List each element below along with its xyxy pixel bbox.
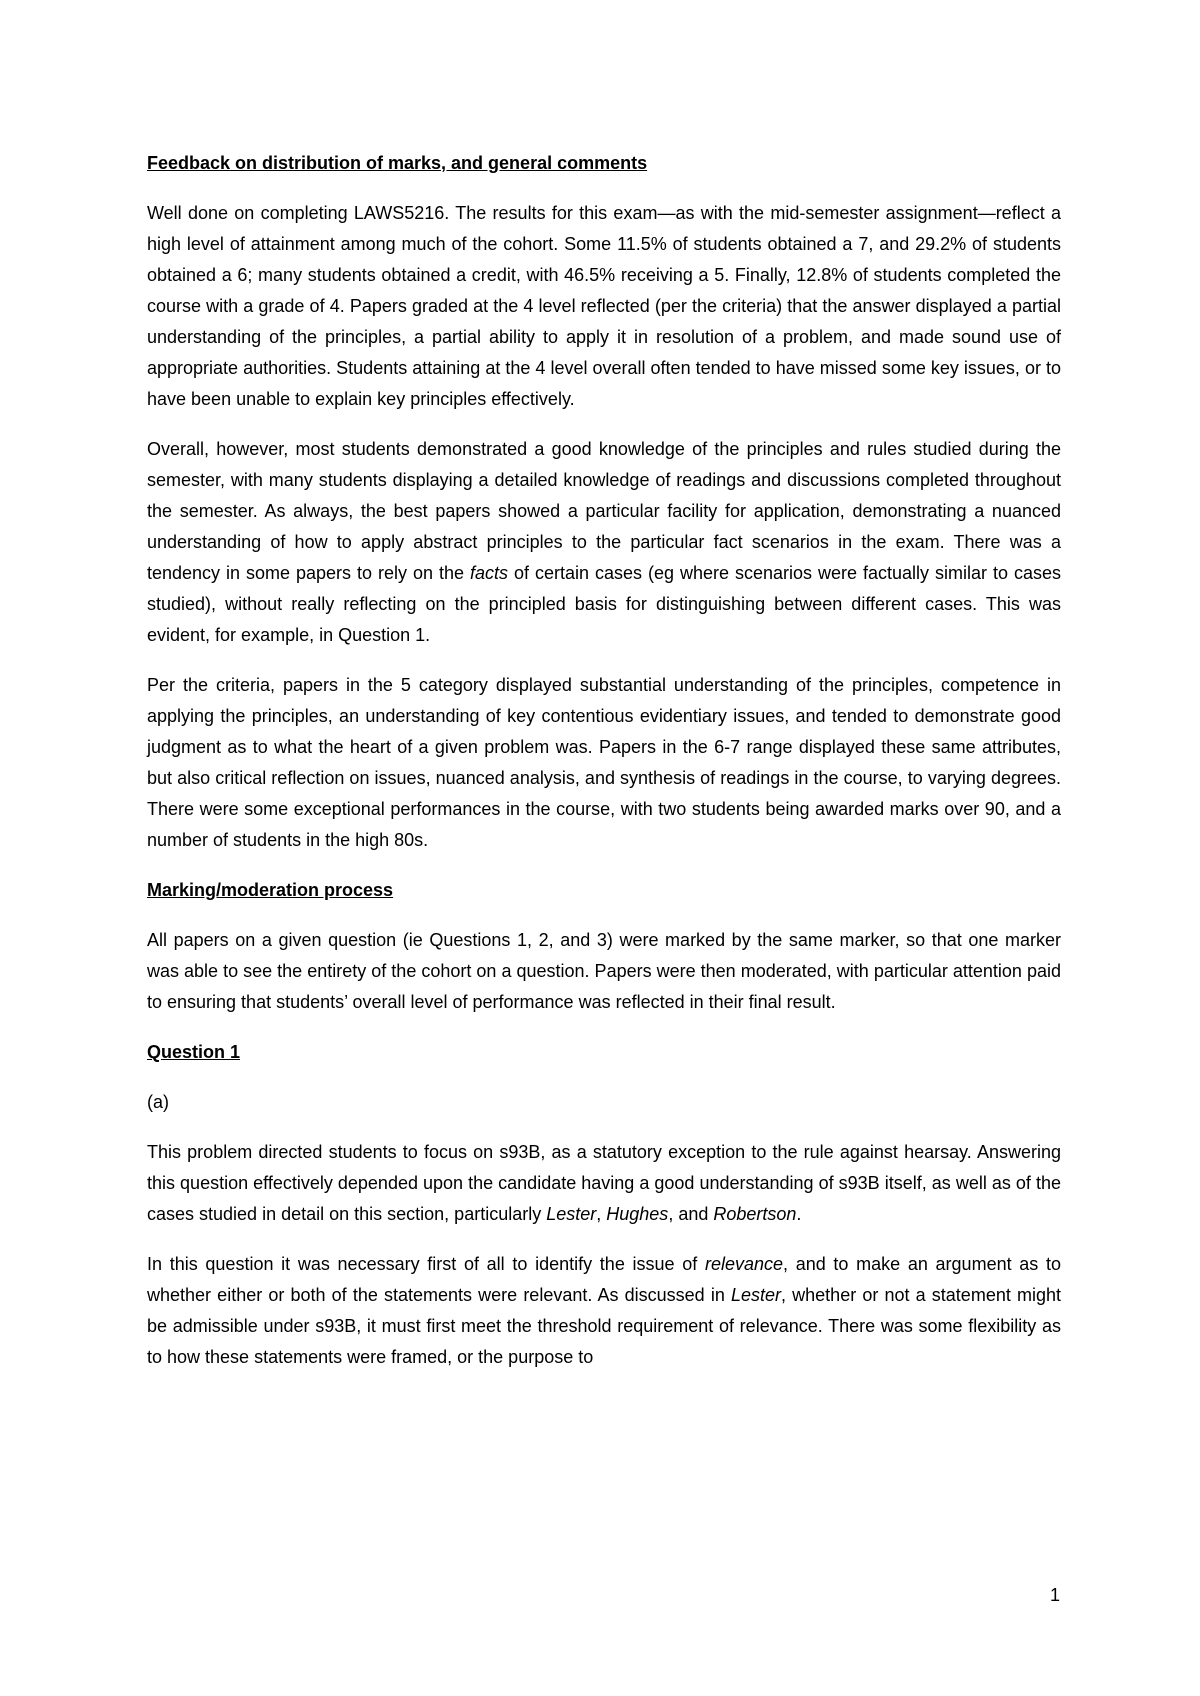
text-run: Overall, however, most students demonstrated a good knowledge of the principles and rules studied during the semester, with many students displaying a detailed knowledge of readings and discussions completed throughout the semester. As always, the best papers showed a particular facility for application, demonstrating a nuanced understanding of how to apply abstract principles to the particular fact scenarios in the exam. There was a tendency in some papers to rely on the bbox=[147, 439, 1061, 583]
question-1-paragraph-2 bbox=[147, 1249, 1061, 1373]
section-heading-feedback: Feedback on distribution of marks, and general comments bbox=[147, 153, 648, 173]
page-number: 1 bbox=[1049, 1585, 1060, 1605]
text-run: , bbox=[596, 1204, 607, 1224]
italic-term-relevance: relevance bbox=[704, 1254, 783, 1274]
feedback-paragraph-2 bbox=[147, 434, 1061, 651]
case-name-robertson: Robertson bbox=[713, 1204, 797, 1224]
text-run: . bbox=[796, 1204, 802, 1224]
case-name-lester: Lester bbox=[546, 1204, 597, 1224]
question-1-part-label: (a) bbox=[147, 1092, 169, 1112]
italic-term-facts: facts bbox=[470, 563, 509, 583]
text-run: This problem directed students to focus on s93B, as a statutory exception to the rule against hearsay. Answering this question effectively depended upon the candidate having a good understanding of s93B itself, as well as of the cases studied in detail on this section, particularly bbox=[147, 1142, 1061, 1224]
text-run: , whether or not a statement might be admissible under s93B, it must first meet the threshold requirement of relevance. There was some flexibility as to how these statements were framed, or the purpose to bbox=[147, 1285, 1061, 1367]
case-name-hughes: Hughes bbox=[606, 1204, 669, 1224]
text-run: In this question it was necessary first of all to identify the issue of bbox=[147, 1254, 705, 1274]
text-run: , and to make an argument as to whether either or both of the statements were relevant. As discussed in bbox=[147, 1254, 1061, 1305]
question-1-paragraph-1 bbox=[147, 1137, 1061, 1230]
section-heading-question-1: Question 1 bbox=[147, 1042, 241, 1062]
marking-paragraph-1: All papers on a given question (ie Questions 1, 2, and 3) were marked by the same marker, so that one marker was able to see the entirety of the cohort on a question. Papers were then moderated, with particular attention paid to ensuring that students’ overall level of performance was reflected in their final result. bbox=[147, 930, 1061, 1012]
page-body bbox=[147, 148, 1061, 1373]
feedback-paragraph-1: Well done on completing LAWS5216. The results for this exam—as with the mid-semester assignment—reflect a high level of attainment among much of the cohort. Some 11.5% of students obtained a 7, and 29.2% of students obtained a 6; many students obtained a credit, with 46.5% receiving a 5. Finally, 12.8% of students completed the course with a grade of 4. Papers graded at the 4 level reflected (per the criteria) that the answer displayed a partial understanding of the principles, a partial ability to apply it in resolution of a problem, and made sound use of appropriate authorities. Students attaining at the 4 level overall often tended to have missed some key issues, or to have been unable to explain key principles effectively. bbox=[147, 203, 1061, 409]
feedback-paragraph-3: Per the criteria, papers in the 5 category displayed substantial understanding of the principles, competence in applying the principles, an understanding of key contentious evidentiary issues, and tended to demonstrate good judgment as to what the heart of a given problem was. Papers in the 6-7 range displayed these same attributes, but also critical reflection on issues, nuanced analysis, and synthesis of readings in the course, to varying degrees. There were some exceptional performances in the course, with two students being awarded marks over 90, and a number of students in the high 80s. bbox=[147, 675, 1061, 850]
section-heading-marking: Marking/moderation process bbox=[147, 880, 394, 900]
text-run: , and bbox=[668, 1204, 714, 1224]
text-run: of certain cases (eg where scenarios were factually similar to cases studied), without really reflecting on the principled basis for distinguishing between different cases. This was evident, for example, in Question 1. bbox=[147, 563, 1062, 645]
case-name-lester: Lester bbox=[730, 1285, 782, 1305]
